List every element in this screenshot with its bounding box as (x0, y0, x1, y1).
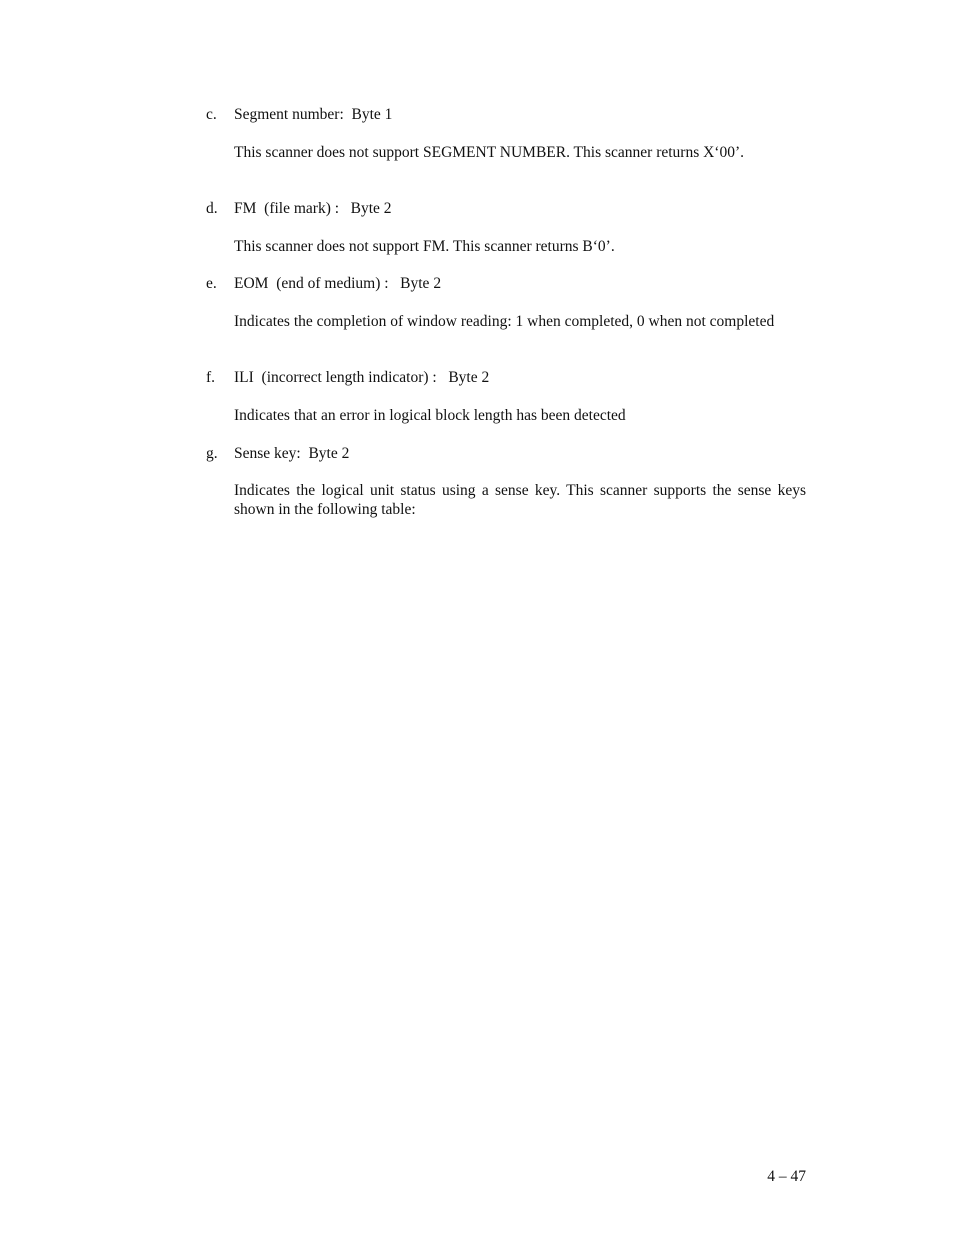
section-heading (206, 105, 806, 124)
section-letter: d. (206, 200, 218, 217)
section-title: Segment number: Byte 1 (234, 106, 393, 123)
section-letter: e. (206, 275, 217, 292)
section-file-mark (206, 199, 806, 255)
section-heading (206, 199, 806, 218)
section-body: Indicates that an error in logical block length has been detected (234, 407, 626, 424)
section-body: Indicates the completion of window reading: 1 when completed, 0 when not completed (234, 313, 775, 330)
section-heading (206, 274, 806, 293)
section-segment-number (206, 105, 806, 161)
section-sense-key (206, 444, 806, 518)
section-letter: c. (206, 106, 217, 123)
section-title: Sense key: Byte 2 (234, 445, 350, 462)
section-body: Indicates the logical unit status using a sense key. This scanner supports the sense keys shown in the following table: (234, 482, 806, 518)
section-title: EOM (end of medium) : Byte 2 (234, 275, 442, 292)
section-heading (206, 444, 806, 463)
section-heading (206, 368, 806, 387)
section-title: ILI (incorrect length indicator) : Byte 2 (234, 369, 490, 386)
section-end-of-medium (206, 274, 806, 330)
section-body: This scanner does not support FM. This scanner returns B‘0’. (234, 238, 615, 255)
section-title: FM (file mark) : Byte 2 (234, 200, 392, 217)
section-incorrect-length-indicator (206, 368, 806, 424)
section-letter: f. (206, 369, 216, 386)
section-letter: g. (206, 445, 218, 462)
page-number: 4 – 47 (767, 1168, 806, 1185)
section-body: This scanner does not support SEGMENT NUMBER. This scanner returns X‘00’. (234, 144, 745, 161)
